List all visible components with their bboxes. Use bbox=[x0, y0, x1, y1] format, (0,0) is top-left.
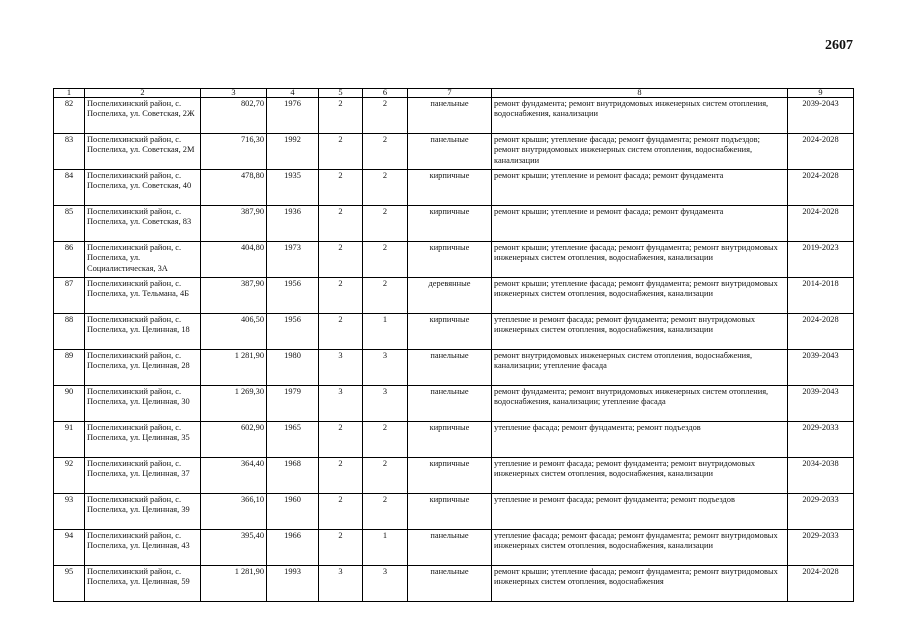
row-number: 87 bbox=[54, 278, 85, 314]
wall-material-cell: кирпичные bbox=[408, 458, 492, 494]
period-cell: 2029-2033 bbox=[788, 422, 854, 458]
address-cell: Поспелихинский район, с. Поспелиха, ул. Целинная, 30 bbox=[85, 386, 201, 422]
row-number: 91 bbox=[54, 422, 85, 458]
area-cell: 404,80 bbox=[201, 242, 267, 278]
period-cell: 2039-2043 bbox=[788, 386, 854, 422]
area-cell: 364,40 bbox=[201, 458, 267, 494]
floors-cell: 2 bbox=[319, 314, 363, 350]
wall-material-cell: кирпичные bbox=[408, 494, 492, 530]
works-cell: утепление фасада; ремонт фундамента; ремонт подъездов bbox=[492, 422, 788, 458]
period-cell: 2014-2018 bbox=[788, 278, 854, 314]
wall-material-cell: панельные bbox=[408, 530, 492, 566]
period-cell: 2034-2038 bbox=[788, 458, 854, 494]
area-cell: 1 281,90 bbox=[201, 350, 267, 386]
period-cell: 2024-2028 bbox=[788, 206, 854, 242]
period-cell: 2029-2033 bbox=[788, 530, 854, 566]
works-cell: утепление и ремонт фасада; ремонт фундамента; ремонт внутридомовых инженерных систем отопления, водоснабжения, канализации bbox=[492, 314, 788, 350]
year-cell: 1936 bbox=[267, 206, 319, 242]
address-cell: Поспелихинский район, с. Поспелиха, ул. Целинная, 59 bbox=[85, 566, 201, 602]
area-cell: 395,40 bbox=[201, 530, 267, 566]
wall-material-cell: деревянные bbox=[408, 278, 492, 314]
floors-cell: 2 bbox=[319, 242, 363, 278]
address-cell: Поспелихинский район, с. Поспелиха, ул. Целинная, 37 bbox=[85, 458, 201, 494]
col-works-header: 8 bbox=[492, 89, 788, 98]
table-row bbox=[54, 386, 854, 422]
works-cell: ремонт крыши; утепление и ремонт фасада; ремонт фундамента bbox=[492, 170, 788, 206]
floors-cell: 2 bbox=[319, 530, 363, 566]
col-number-header: 1 bbox=[54, 89, 85, 98]
works-cell: утепление и ремонт фасада; ремонт фундамента; ремонт подъездов bbox=[492, 494, 788, 530]
period-cell: 2024-2028 bbox=[788, 170, 854, 206]
address-cell: Поспелихинский район, с. Поспелиха, ул. Целинная, 35 bbox=[85, 422, 201, 458]
entrances-cell: 1 bbox=[363, 314, 408, 350]
works-cell: утепление фасада; ремонт фасада; ремонт фундамента; ремонт внутридомовых инженерных систем отопления, водоснабжения, канализации bbox=[492, 530, 788, 566]
address-cell: Поспелихинский район, с. Поспелиха, ул. Целинная, 43 bbox=[85, 530, 201, 566]
table-row bbox=[54, 530, 854, 566]
row-number: 84 bbox=[54, 170, 85, 206]
period-cell: 2039-2043 bbox=[788, 98, 854, 134]
entrances-cell: 2 bbox=[363, 170, 408, 206]
entrances-cell: 1 bbox=[363, 530, 408, 566]
entrances-cell: 2 bbox=[363, 134, 408, 170]
wall-material-cell: кирпичные bbox=[408, 314, 492, 350]
floors-cell: 3 bbox=[319, 386, 363, 422]
works-cell: ремонт фундамента; ремонт внутридомовых инженерных систем отопления, водоснабжения, канализации; утепление фасада bbox=[492, 386, 788, 422]
works-cell: ремонт крыши; утепление фасада; ремонт фундамента; ремонт подъездов; ремонт внутридомовых инженерных систем отопления, водоснабжения, канализации bbox=[492, 134, 788, 170]
row-number: 94 bbox=[54, 530, 85, 566]
floors-cell: 3 bbox=[319, 350, 363, 386]
address-cell: Поспелихинский район, с. Поспелиха, ул. Целинная, 28 bbox=[85, 350, 201, 386]
address-cell: Поспелихинский район, с. Поспелиха, ул. Социалистическая, 3А bbox=[85, 242, 201, 278]
works-cell: утепление и ремонт фасада; ремонт фундамента; ремонт внутридомовых инженерных систем отопления, водоснабжения, канализации bbox=[492, 458, 788, 494]
year-cell: 1960 bbox=[267, 494, 319, 530]
year-cell: 1973 bbox=[267, 242, 319, 278]
row-number: 95 bbox=[54, 566, 85, 602]
entrances-cell: 3 bbox=[363, 350, 408, 386]
period-cell: 2024-2028 bbox=[788, 314, 854, 350]
floors-cell: 2 bbox=[319, 278, 363, 314]
entrances-cell: 2 bbox=[363, 242, 408, 278]
floors-cell: 2 bbox=[319, 494, 363, 530]
floors-cell: 2 bbox=[319, 134, 363, 170]
table-row bbox=[54, 566, 854, 602]
year-cell: 1993 bbox=[267, 566, 319, 602]
row-number: 93 bbox=[54, 494, 85, 530]
area-cell: 602,90 bbox=[201, 422, 267, 458]
table-row bbox=[54, 350, 854, 386]
table-row bbox=[54, 206, 854, 242]
table-body bbox=[54, 98, 854, 602]
area-cell: 802,70 bbox=[201, 98, 267, 134]
floors-cell: 2 bbox=[319, 170, 363, 206]
entrances-cell: 2 bbox=[363, 422, 408, 458]
area-cell: 478,80 bbox=[201, 170, 267, 206]
address-cell: Поспелихинский район, с. Поспелиха, ул. Советская, 40 bbox=[85, 170, 201, 206]
year-cell: 1935 bbox=[267, 170, 319, 206]
period-cell: 2019-2023 bbox=[788, 242, 854, 278]
area-cell: 716,30 bbox=[201, 134, 267, 170]
entrances-cell: 2 bbox=[363, 494, 408, 530]
wall-material-cell: кирпичные bbox=[408, 422, 492, 458]
year-cell: 1956 bbox=[267, 314, 319, 350]
table-row bbox=[54, 314, 854, 350]
entrances-cell: 3 bbox=[363, 386, 408, 422]
address-cell: Поспелихинский район, с. Поспелиха, ул. Советская, 2М bbox=[85, 134, 201, 170]
works-cell: ремонт фундамента; ремонт внутридомовых инженерных систем отопления, водоснабжения, канализации bbox=[492, 98, 788, 134]
address-cell: Поспелихинский район, с. Поспелиха, ул. Тельмана, 4Б bbox=[85, 278, 201, 314]
works-cell: ремонт внутридомовых инженерных систем отопления, водоснабжения, канализации; утепление фасада bbox=[492, 350, 788, 386]
works-cell: ремонт крыши; утепление фасада; ремонт фундамента; ремонт внутридомовых инженерных систем отопления, водоснабжения, канализации bbox=[492, 242, 788, 278]
col-period-header: 9 bbox=[788, 89, 854, 98]
row-number: 90 bbox=[54, 386, 85, 422]
area-cell: 387,90 bbox=[201, 206, 267, 242]
table-row bbox=[54, 98, 854, 134]
table-row bbox=[54, 422, 854, 458]
period-cell: 2029-2033 bbox=[788, 494, 854, 530]
housing-table bbox=[53, 88, 854, 602]
area-cell: 406,50 bbox=[201, 314, 267, 350]
address-cell: Поспелихинский район, с. Поспелиха, ул. Целинная, 18 bbox=[85, 314, 201, 350]
row-number: 82 bbox=[54, 98, 85, 134]
table-header-row bbox=[54, 89, 854, 98]
row-number: 88 bbox=[54, 314, 85, 350]
table-row bbox=[54, 170, 854, 206]
col-floors-header: 5 bbox=[319, 89, 363, 98]
address-cell: Поспелихинский район, с. Поспелиха, ул. Советская, 2Ж bbox=[85, 98, 201, 134]
row-number: 85 bbox=[54, 206, 85, 242]
col-address-header: 2 bbox=[85, 89, 201, 98]
year-cell: 1966 bbox=[267, 530, 319, 566]
period-cell: 2024-2028 bbox=[788, 566, 854, 602]
area-cell: 387,90 bbox=[201, 278, 267, 314]
year-cell: 1956 bbox=[267, 278, 319, 314]
col-year-header: 4 bbox=[267, 89, 319, 98]
floors-cell: 2 bbox=[319, 458, 363, 494]
year-cell: 1965 bbox=[267, 422, 319, 458]
address-cell: Поспелихинский район, с. Поспелиха, ул. Советская, 83 bbox=[85, 206, 201, 242]
entrances-cell: 2 bbox=[363, 458, 408, 494]
entrances-cell: 3 bbox=[363, 566, 408, 602]
entrances-cell: 2 bbox=[363, 98, 408, 134]
period-cell: 2024-2028 bbox=[788, 134, 854, 170]
period-cell: 2039-2043 bbox=[788, 350, 854, 386]
table-row bbox=[54, 458, 854, 494]
area-cell: 1 269,30 bbox=[201, 386, 267, 422]
row-number: 86 bbox=[54, 242, 85, 278]
year-cell: 1979 bbox=[267, 386, 319, 422]
col-area-header: 3 bbox=[201, 89, 267, 98]
year-cell: 1976 bbox=[267, 98, 319, 134]
wall-material-cell: панельные bbox=[408, 350, 492, 386]
works-cell: ремонт крыши; утепление фасада; ремонт фундамента; ремонт внутридомовых инженерных систем отопления, водоснабжения bbox=[492, 566, 788, 602]
year-cell: 1992 bbox=[267, 134, 319, 170]
floors-cell: 2 bbox=[319, 206, 363, 242]
table-row bbox=[54, 494, 854, 530]
works-cell: ремонт крыши; утепление и ремонт фасада; ремонт фундамента bbox=[492, 206, 788, 242]
wall-material-cell: кирпичные bbox=[408, 206, 492, 242]
table-row bbox=[54, 278, 854, 314]
wall-material-cell: панельные bbox=[408, 98, 492, 134]
entrances-cell: 2 bbox=[363, 206, 408, 242]
page-number: 2607 bbox=[825, 38, 853, 53]
row-number: 83 bbox=[54, 134, 85, 170]
floors-cell: 2 bbox=[319, 98, 363, 134]
year-cell: 1980 bbox=[267, 350, 319, 386]
wall-material-cell: панельные bbox=[408, 566, 492, 602]
wall-material-cell: кирпичные bbox=[408, 170, 492, 206]
row-number: 92 bbox=[54, 458, 85, 494]
entrances-cell: 2 bbox=[363, 278, 408, 314]
wall-material-cell: панельные bbox=[408, 134, 492, 170]
wall-material-cell: панельные bbox=[408, 386, 492, 422]
col-entrances-header: 6 bbox=[363, 89, 408, 98]
wall-material-cell: кирпичные bbox=[408, 242, 492, 278]
address-cell: Поспелихинский район, с. Поспелиха, ул. Целинная, 39 bbox=[85, 494, 201, 530]
floors-cell: 2 bbox=[319, 422, 363, 458]
year-cell: 1968 bbox=[267, 458, 319, 494]
floors-cell: 3 bbox=[319, 566, 363, 602]
works-cell: ремонт крыши; утепление фасада; ремонт фундамента; ремонт внутридомовых инженерных систем отопления, водоснабжения, канализации bbox=[492, 278, 788, 314]
table-row bbox=[54, 134, 854, 170]
col-wall-material-header: 7 bbox=[408, 89, 492, 98]
row-number: 89 bbox=[54, 350, 85, 386]
table-row bbox=[54, 242, 854, 278]
area-cell: 1 281,90 bbox=[201, 566, 267, 602]
area-cell: 366,10 bbox=[201, 494, 267, 530]
